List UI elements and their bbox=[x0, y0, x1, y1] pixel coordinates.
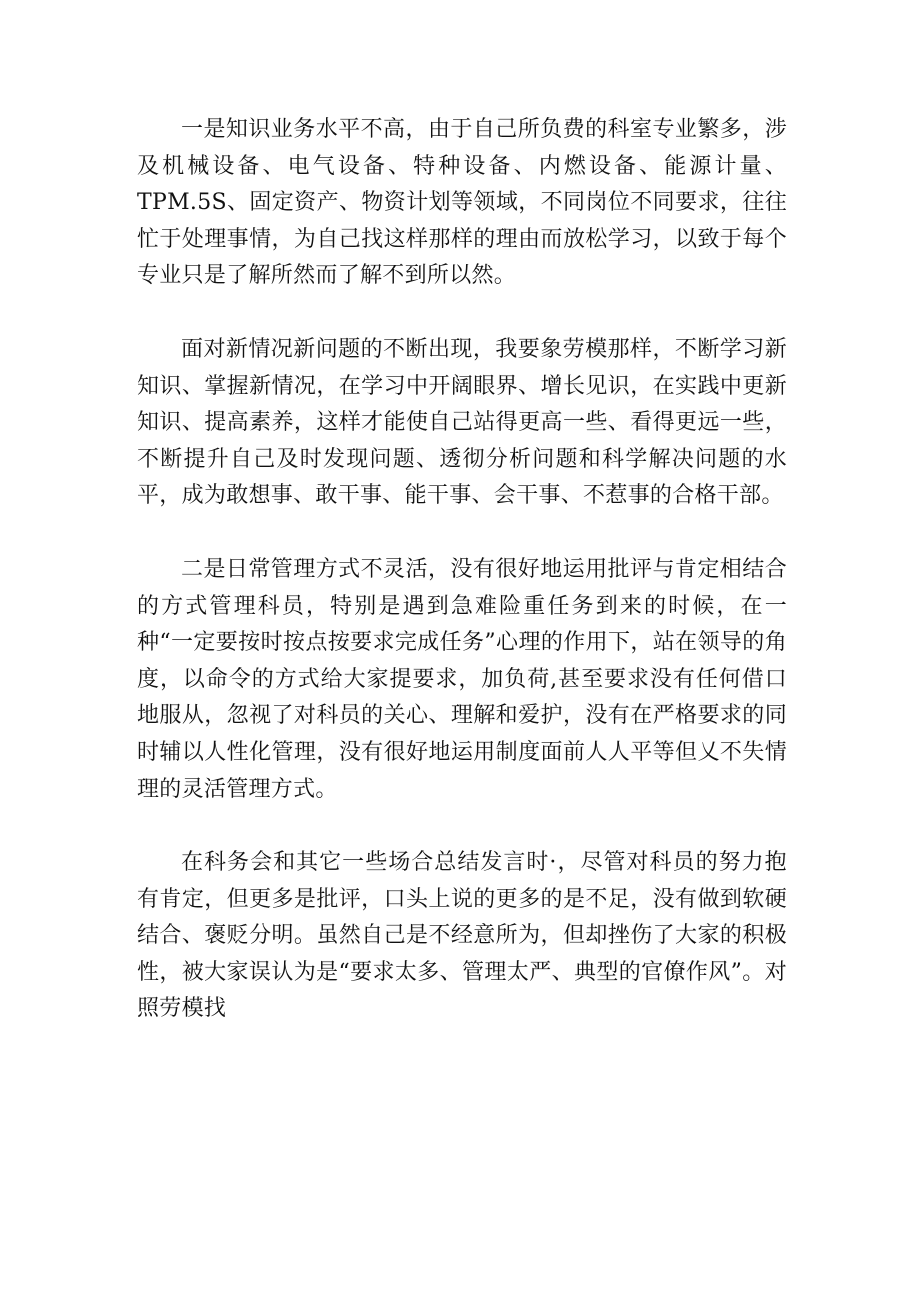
paragraph-knowledge-level: 一是知识业务水平不高，由于自己所负费的科室专业繁多，涉及机械设备、电气设备、特种设备、内燃设备、能源计量、TPM.5S、固定资产、物资计划等领域，不同岗位不同要求，往往忙于处理事情，为自己找这样那样的理由而放松学习，以致于每个专业只是了解所然而了解不到所以然。 bbox=[137, 117, 787, 289]
document-body bbox=[137, 112, 787, 1028]
paragraph-management-style: 二是日常管理方式不灵活，没有很好地运用批评与肯定相结合的方式管理科员，特别是遇到急难险重任务到来的时候，在一种“一定要按时按点按要求完成任务”心理的作用下，站在领导的角度，以命令的方式给大家提要求，加负荷,甚至要求没有任何借口地服从，忽视了对科员的关心、理解和爱护，没有在严格要求的同时辅以人性化管理，没有很好地运用制度面前人人平等但乂不失情理的灵活管理方式。 bbox=[137, 556, 787, 802]
paragraph-learning-resolve: 面对新情况新问题的不断出现，我要象劳模那样，不断学习新知识、掌握新情况，在学习中开阔眼界、增长见识，在实践中更新知识、提高素养，这样才能使自己站得更高一些、看得更远一些，不断提升自己及时发现问题、透彻分析问题和科学解决问题的水平，成为敢想事、敢干事、能干事、会干事、不惹事的合格干部。 bbox=[137, 336, 787, 509]
paragraph-meeting-remarks: 在科务会和其它一些场合总结发言时·，尽管对科员的努力抱有肯定，但更多是批评，口头上说的更多的是不足，没有做到软硬结合、褒贬分明。虽然自己是不经意所为，但却挫伤了大家的积极性，被大家误认为是“要求太多、管理太严、典型的官僚作风”。对照劳模找 bbox=[137, 850, 787, 1022]
